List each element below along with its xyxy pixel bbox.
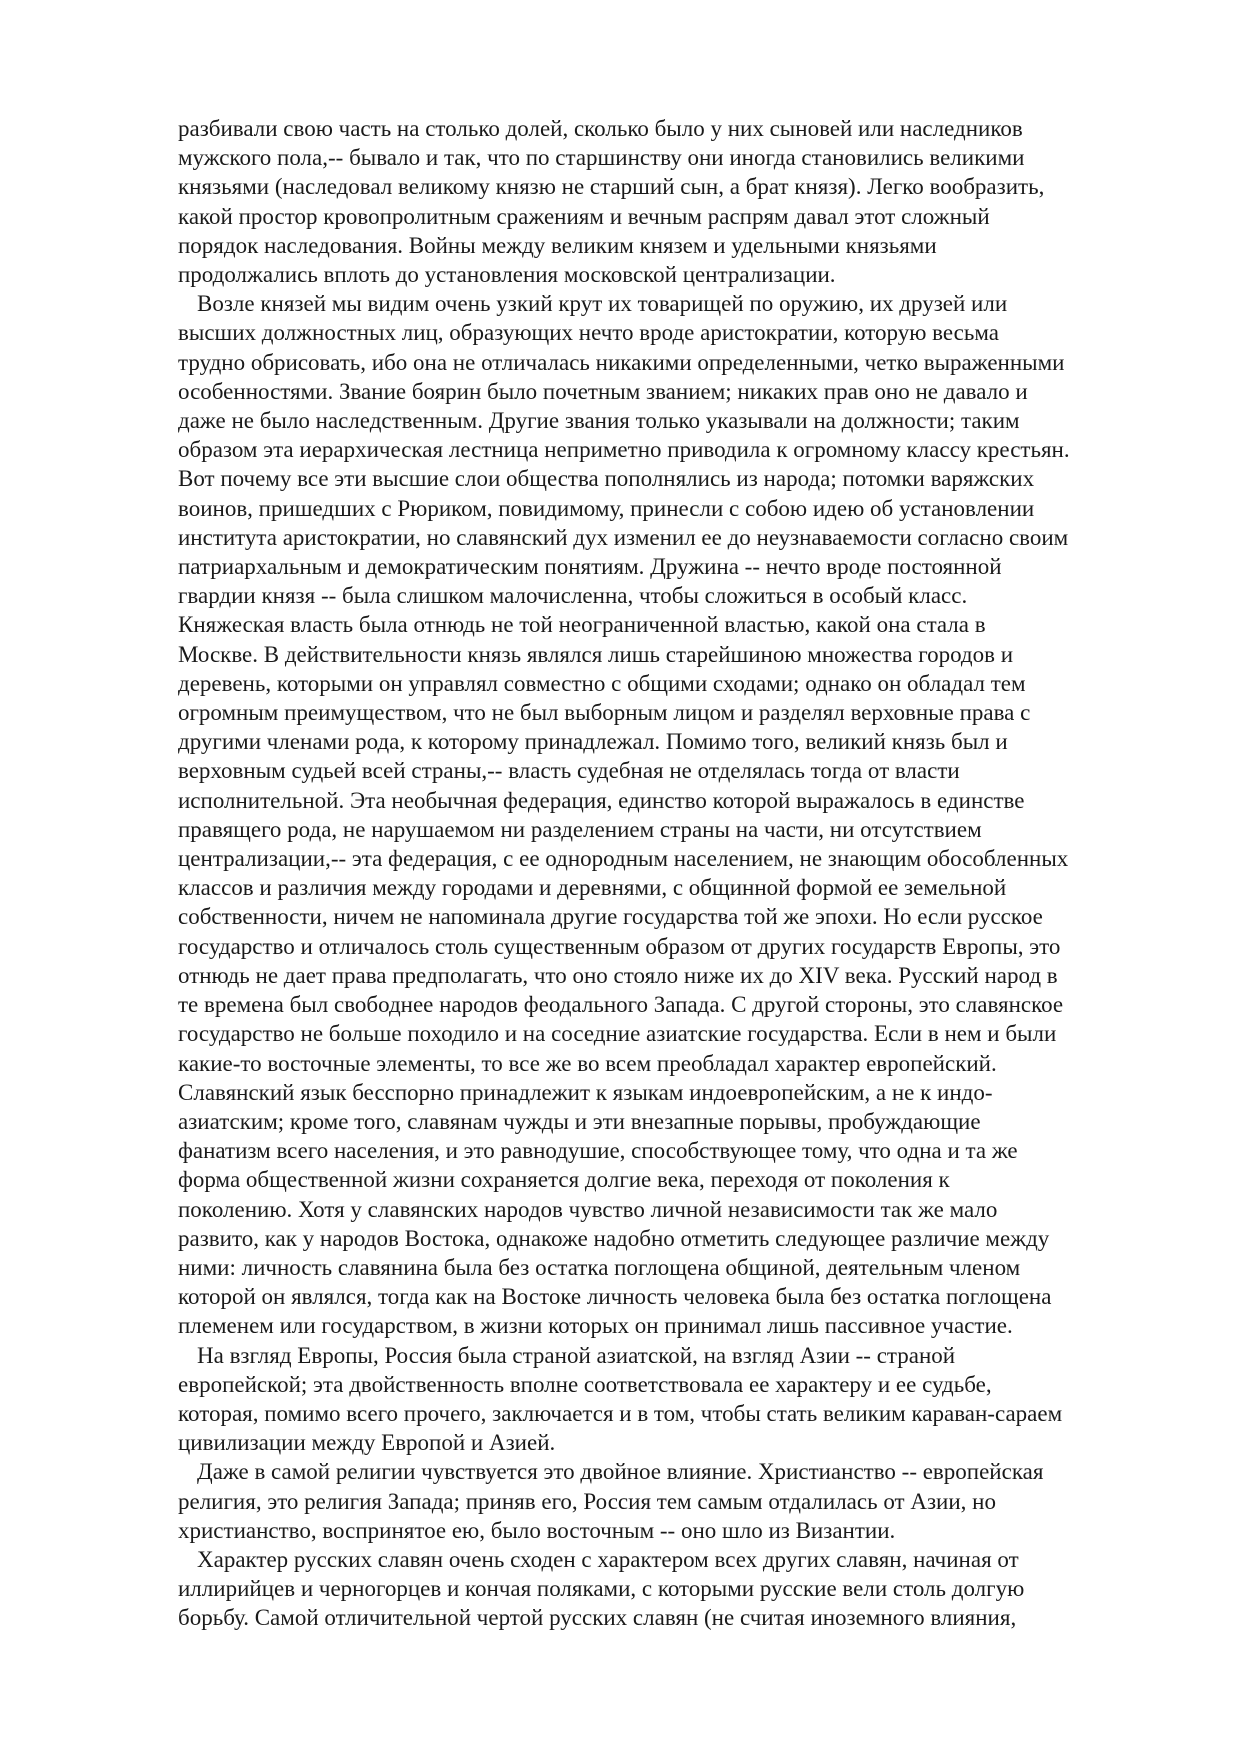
- text-line: Даже в самой религии чувствуется это двойное влияние. Христианство -- европейская: [197, 1459, 1044, 1485]
- text-line: другими членами рода, к которому принадлежал. Помимо того, великий князь был и: [178, 729, 1008, 755]
- text-line: огромным преимуществом, что не был выборным лицом и разделял верховные права с: [178, 700, 1031, 726]
- text-line: европейской; эта двойственность вполне соответствовала ее характеру и ее судьбе,: [178, 1371, 992, 1397]
- text-line: собственности, ничем не напоминала другие государства той же эпохи. Но если русское: [178, 904, 1043, 930]
- text-line: Княжеская власть была отнюдь не той неограниченной властью, какой она стала в: [178, 612, 986, 638]
- text-line: христианство, воспринятое ею, было восточным -- оно шло из Византии.: [178, 1517, 896, 1543]
- text-line: государство не больше походило и на соседние азиатские государства. Если в нем и были: [178, 1021, 1057, 1047]
- text-line: даже не было наследственным. Другие звания только указывали на должности; таким: [178, 408, 1020, 434]
- text-line: развито, как у народов Востока, однакоже надобно отметить следующее различие между: [178, 1225, 1050, 1251]
- text-line: Москве. В действительности князь являлся лишь старейшиною множества городов и: [178, 641, 1014, 667]
- text-line: фанатизм всего населения, и это равнодушие, способствующее тому, что одна и та же: [178, 1138, 1018, 1164]
- text-line: форма общественной жизни сохраняется долгие века, переходя от поколения к: [178, 1167, 950, 1193]
- text-line: разбивали свою часть на столько долей, сколько было у них сыновей или наследников: [178, 116, 1023, 141]
- text-line: те времена был свободнее народов феодального Запада. С другой стороны, это славянское: [178, 992, 1064, 1018]
- text-line: Вот почему все эти высшие слои общества пополнялись из народа; потомки варяжских: [178, 466, 1035, 492]
- text-line: какой простор кровопролитным сражениям и вечным распрям давал этот сложный: [178, 203, 990, 229]
- text-line: гвардии князя -- была слишком малочисленна, чтобы сложиться в особый класс.: [178, 583, 968, 609]
- text-line: патриархальным и демократическим понятиям. Дружина -- нечто вроде постоянной: [178, 554, 1002, 580]
- text-line: На взгляд Европы, Россия была страной азиатской, на взгляд Азии -- страной: [197, 1342, 956, 1368]
- paragraph: [178, 289, 1168, 1340]
- text-line: князьями (наследовал великому князю не старший сын, а брат князя). Легко вообразить,: [178, 174, 1045, 200]
- text-line: которой он являлся, тогда как на Востоке личность человека была без остатка поглощена: [178, 1284, 1052, 1310]
- text-line: религия, это религия Запада; приняв его, Россия тем самым отдалилась от Азии, но: [178, 1488, 996, 1514]
- text-line: Славянский язык бесспорно принадлежит к языкам индоевропейским, а не к индо-: [178, 1079, 993, 1105]
- text-line: особенностями. Звание боярин было почетным званием; никаких прав оно не давало и: [178, 378, 1028, 404]
- text-line: которая, помимо всего прочего, заключается и в том, чтобы стать великим караван-сараем: [178, 1400, 1063, 1426]
- text-line: классов и различия между городами и деревнями, с общинной формой ее земельной: [178, 875, 1007, 901]
- text-line: азиатским; кроме того, славянам чужды и эти внезапные порывы, пробуждающие: [178, 1108, 981, 1134]
- text-line: борьбу. Самой отличительной чертой русских славян (не считая иноземного влияния,: [178, 1605, 1017, 1631]
- text-line: мужского пола,-- бывало и так, что по старшинству они иногда становились великими: [178, 145, 1025, 171]
- body-text: [178, 114, 1168, 1633]
- text-line: высших должностных лиц, образующих нечто вроде аристократии, которую весьма: [178, 320, 999, 346]
- text-line: исполнительной. Эта необычная федерация, единство которой выражалось в единстве: [178, 787, 1025, 813]
- paragraph: [178, 1457, 1168, 1545]
- text-line: верховным судьей всей страны,-- власть судебная не отделялась тогда от власти: [178, 758, 960, 784]
- text-line: поколению. Хотя у славянских народов чувство личной независимости так же мало: [178, 1196, 998, 1222]
- text-line: отнюдь не дает права предполагать, что оно стояло ниже их до XIV века. Русский народ в: [178, 962, 1058, 988]
- text-line: ними: личность славянина была без остатка поглощена общиной, деятельным членом: [178, 1254, 1021, 1280]
- text-line: порядок наследования. Войны между великим князем и удельными князьями: [178, 232, 937, 258]
- text-line: Возле князей мы видим очень узкий крут их товарищей по оружию, их друзей или: [197, 291, 1008, 317]
- text-line: племенем или государством, в жизни которых он принимал лишь пассивное участие.: [178, 1313, 1013, 1339]
- text-line: правящего рода, не нарушаемом ни разделением страны на части, ни отсутствием: [178, 816, 982, 842]
- text-line: какие-то восточные элементы, то все же во всем преобладал характер европейский.: [178, 1050, 997, 1076]
- text-line: государство и отличалось столь существенным образом от других государств Европы, это: [178, 933, 1061, 959]
- text-line: иллирийцев и черногорцев и кончая поляками, с которыми русские вели столь долгую: [178, 1576, 1025, 1602]
- text-line: образом эта иерархическая лестница неприметно приводила к огромному классу крестьян.: [178, 437, 1070, 463]
- text-line: продолжались вплоть до установления московской централизации.: [178, 262, 836, 288]
- text-line: Характер русских славян очень сходен с характером всех других славян, начиная от: [197, 1546, 1019, 1572]
- text-line: воинов, пришедших с Рюриком, повидимому, принесли с собою идею об установлении: [178, 495, 1035, 521]
- text-line: трудно обрисовать, ибо она не отличалась никакими определенными, четко выраженными: [178, 349, 1065, 375]
- paragraph: [178, 1545, 1168, 1633]
- text-line: централизации,-- эта федерация, с ее однородным населением, не знающим обособленных: [178, 846, 1069, 872]
- text-line: деревень, которыми он управлял совместно с общими сходами; однако он обладал тем: [178, 670, 1026, 696]
- paragraph: [178, 114, 1168, 289]
- text-line: института аристократии, но славянский дух изменил ее до неузнаваемости согласно своим: [178, 524, 1069, 550]
- paragraph: [178, 1341, 1168, 1458]
- text-line: цивилизации между Европой и Азией.: [178, 1430, 556, 1456]
